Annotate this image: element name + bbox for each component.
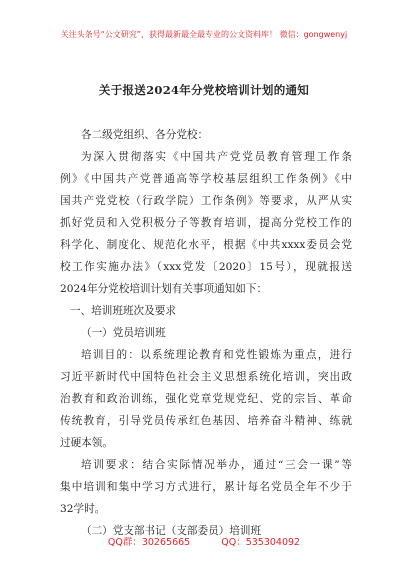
paragraph-line: 科学化、制度化、规范化水平，根据《中共xxxx委员会党 <box>60 239 352 251</box>
paragraph-line: 为深入贯彻落实《中国共产党党员教育管理工作条 <box>81 151 352 163</box>
paragraph-line: （一）党员培训班 <box>81 327 166 339</box>
document-body <box>60 124 352 542</box>
paragraph-line: 32学时。 <box>60 503 106 515</box>
paragraph-line: 传统教育，引导党员传承红色基因、培养奋斗精神、练就 <box>60 415 352 427</box>
paragraph-line: 国共产党党校（行政学院）工作条例》等要求，从严从实 <box>60 195 352 207</box>
paragraph-line: 例》《中国共产党普通高等学校基层组织工作条例》《中 <box>60 173 352 185</box>
paragraph-line: 培训要求：结合实际情况举办，通过“三会一课”等 <box>81 459 352 471</box>
footer-contacts <box>0 534 408 548</box>
document-title: 关于报送2024年分党校培训计划的通知 <box>98 83 310 97</box>
header-banner: 关注头条号“公文研究”，获得最新最全最专业的公文资料库！ 微信：gongwenyj <box>60 30 348 39</box>
paragraph-line: （二）党支部书记（支部委员）培训班 <box>81 525 262 537</box>
qq-contact-text: QQ：535304092 <box>221 537 301 548</box>
paragraph-line: 各二级党组织、各分党校： <box>81 129 209 141</box>
paragraph-line: 治教育和政治训练，强化党章党规党纪、党的宗旨、革命 <box>60 393 352 405</box>
paragraph-line: 一、培训班班次及要求 <box>70 305 176 317</box>
paragraph-line: 2024年分党校培训计划有关事项通知如下： <box>60 283 268 295</box>
qq-group-text: QQ群：30265665 <box>107 537 191 548</box>
paragraph-line: 过硬本领。 <box>60 437 113 449</box>
paragraph-line: 习近平新时代中国特色社会主义思想系统化培训，突出政 <box>60 371 352 383</box>
paragraph-line: 集中培训和集中学习方式进行，累计每名党员全年不少于 <box>60 481 352 493</box>
paragraph-line: 培训目的：以系统理论教育和党性锻炼为重点，进行 <box>81 349 352 361</box>
paragraph-line: 校工作实施办法》（xxx党发〔2020〕15号），现就报送 <box>60 261 352 273</box>
paragraph-line: 抓好党员和入党积极分子等教育培训，提高分党校工作的 <box>60 217 352 229</box>
